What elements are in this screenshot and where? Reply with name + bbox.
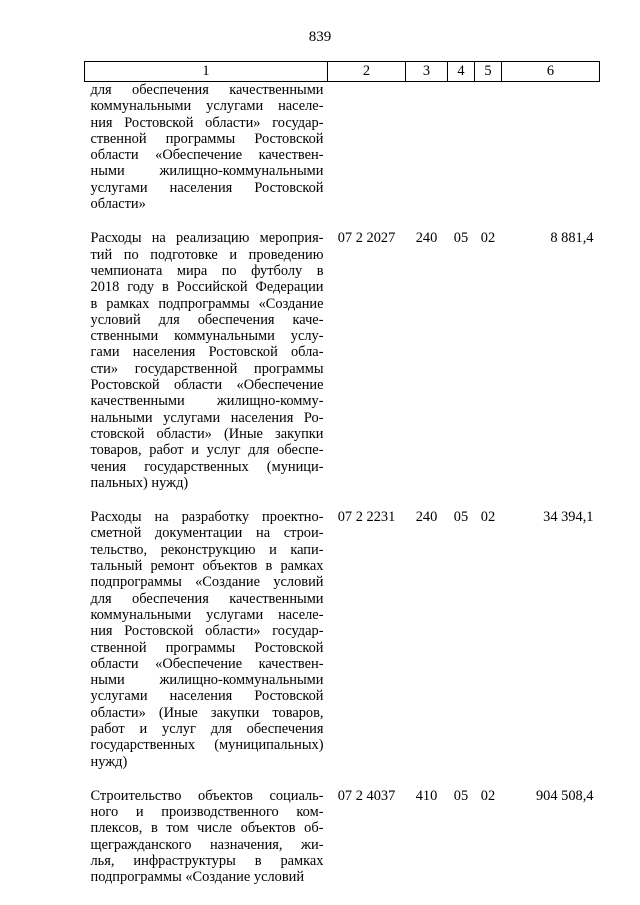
section-code: 05 <box>453 509 469 526</box>
header-col-6: 6 <box>502 62 600 82</box>
description-line: 2018 году в Российской Федерации <box>90 279 324 296</box>
description-line: чемпионата мира по футболу в <box>90 262 324 279</box>
description-line: нальными услугами населения Ро- <box>90 409 324 426</box>
description-line: тельство, реконструкцию и капи- <box>90 541 324 558</box>
description-line: Расходы на реализацию мероприя- <box>90 230 324 247</box>
description-line: услугами населения Ростовской <box>90 179 324 196</box>
table-row <box>85 509 600 770</box>
description-line: чения государственных (муници- <box>90 458 324 475</box>
description-line: ственной программы Ростовской <box>90 130 324 147</box>
description-line: услугами населения Ростовской <box>90 688 324 705</box>
description-line: гами населения Ростовской обла- <box>90 344 324 361</box>
target-code: 07 2 4037 <box>337 787 396 804</box>
description-line: стовской области» (Иные закупки <box>90 425 324 442</box>
description-line: области» <box>90 196 146 213</box>
target-code <box>328 82 406 213</box>
expense-type: 410 <box>415 787 438 804</box>
description-line: ного и производственного ком- <box>90 804 324 821</box>
description-line: коммунальными услугами населе- <box>90 606 324 623</box>
description-line: области» (Иные закупки товаров, <box>90 704 324 721</box>
page-number: 839 <box>308 29 332 45</box>
description-line: лья, инфраструктуры в рамках <box>90 853 324 870</box>
row-spacer <box>85 212 600 230</box>
header-col-5: 5 <box>475 62 502 82</box>
description-line: пальных) нужд) <box>90 474 189 491</box>
section-code: 05 <box>453 787 469 804</box>
description-line: области «Обеспечение качествен- <box>90 147 324 164</box>
row-spacer <box>85 770 600 788</box>
row-description <box>85 788 328 886</box>
description-line: ными жилищно-коммунальными <box>90 672 324 689</box>
amount: 34 394,1 <box>543 509 594 526</box>
description-line: коммунальными услугами населе- <box>90 98 324 115</box>
header-col-4: 4 <box>448 62 475 82</box>
description-line: ственной программы Ростовской <box>90 639 324 656</box>
description-line: работ и услуг для обеспечения <box>90 720 324 737</box>
description-line: ния Ростовской области» государ- <box>90 623 324 640</box>
description-line: щегражданского назначения, жи- <box>90 836 324 853</box>
description-line: сметной документации на строи- <box>90 525 324 542</box>
section-code: 05 <box>453 230 469 247</box>
description-line: подпрограммы «Создание условий <box>90 574 324 591</box>
header-col-3: 3 <box>406 62 448 82</box>
section-code <box>448 82 475 213</box>
description-line: качественными жилищно-комму- <box>90 393 324 410</box>
expense-type <box>406 82 448 213</box>
amount <box>502 82 600 213</box>
description-line: плексов, в том числе объектов об- <box>90 820 324 837</box>
row-description <box>85 82 328 213</box>
header-col-1: 1 <box>85 62 328 82</box>
amount: 8 881,4 <box>550 230 594 247</box>
expense-type: 240 <box>415 230 438 247</box>
description-line: подпрограммы «Создание условий <box>90 869 305 886</box>
description-line: ния Ростовской области» государ- <box>90 114 324 131</box>
header-col-2: 2 <box>328 62 406 82</box>
expense-type: 240 <box>415 509 438 526</box>
header-row <box>85 62 600 82</box>
description-line: условий для обеспечения каче- <box>90 311 324 328</box>
row-spacer <box>85 491 600 509</box>
description-line: тий по подготовке и проведению <box>90 246 324 263</box>
description-line: сти» государственной программы <box>90 360 324 377</box>
description-line: государственных (муниципальных) <box>90 737 324 754</box>
amount: 904 508,4 <box>535 787 594 804</box>
description-line: Строительство объектов социаль- <box>90 787 324 804</box>
description-line: тальный ремонт объектов в рамках <box>90 558 324 575</box>
description-line: для обеспечения качественными <box>90 82 324 98</box>
budget-table <box>84 61 600 886</box>
description-line: ственными коммунальными услу- <box>90 328 324 345</box>
target-code: 07 2 2027 <box>337 230 396 247</box>
description-line: ными жилищно-коммунальными <box>90 163 324 180</box>
row-description <box>85 509 328 770</box>
description-line: области «Обеспечение качествен- <box>90 655 324 672</box>
description-line: Ростовской области «Обеспечение <box>90 377 324 394</box>
subsection-code: 02 <box>480 230 496 247</box>
target-code: 07 2 2231 <box>337 509 396 526</box>
description-line: Расходы на разработку проектно- <box>90 509 324 526</box>
description-line: товаров, работ и услуг для обеспе- <box>90 442 324 459</box>
row-description <box>85 230 328 491</box>
description-line: в рамках подпрограммы «Создание <box>90 295 324 312</box>
description-line: для обеспечения качественными <box>90 590 324 607</box>
table-row <box>85 230 600 491</box>
table-row <box>85 788 600 886</box>
subsection-code: 02 <box>480 509 496 526</box>
subsection-code: 02 <box>480 787 496 804</box>
table-row <box>85 82 600 213</box>
description-line: нужд) <box>90 753 128 770</box>
subsection-code <box>475 82 502 213</box>
